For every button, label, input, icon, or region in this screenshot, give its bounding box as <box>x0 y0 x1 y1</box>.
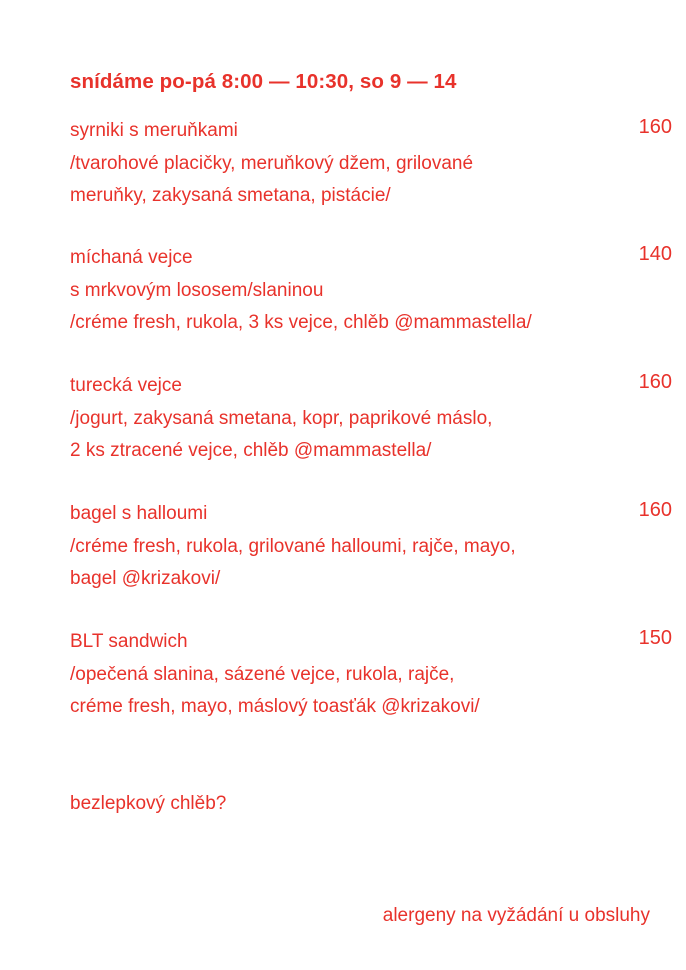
menu-item-name: bagel s halloumi <box>70 503 208 524</box>
menu-item <box>70 498 672 596</box>
allergens-note: alergeny na vyžádání u obsluhy <box>382 905 650 926</box>
menu-item-description: 2 ks ztracené vejce, chlěb @mammastella/ <box>70 440 432 461</box>
menu-item-price: 150 <box>638 627 672 649</box>
menu-item-name: BLT sandwich <box>70 631 188 652</box>
menu-item-price: 160 <box>638 371 672 393</box>
menu-item <box>70 370 672 468</box>
menu-item-name: turecká vejce <box>70 375 182 396</box>
menu-item-name: syrniki s meruňkami <box>70 120 238 141</box>
menu-item-description: créme fresh, mayo, máslový toasťák @krizakovi/ <box>70 696 480 717</box>
menu-item-price: 160 <box>638 116 672 138</box>
gluten-free-note: bezlepkový chlěb? <box>70 793 227 814</box>
menu-item-description: /jogurt, zakysaná smetana, kopr, paprikové máslo, <box>70 407 493 429</box>
menu-item-description: /créme fresh, rukola, 3 ks vejce, chlěb @mammastella/ <box>70 312 532 333</box>
menu-item <box>70 115 672 213</box>
menu-item-description: s mrkvovým lososem/slaninou <box>70 279 324 301</box>
menu-item-description: bagel @krizakovi/ <box>70 568 221 589</box>
menu-item-name: míchaná vejce <box>70 247 193 268</box>
menu-item-description: /opečená slanina, sázené vejce, rukola, rajče, <box>70 663 455 685</box>
menu-item <box>70 242 672 340</box>
menu-heading: snídáme po-pá 8:00 — 10:30, so 9 — 14 <box>70 70 457 93</box>
menu-item-description: /créme fresh, rukola, grilované halloumi, rajče, mayo, <box>70 535 516 557</box>
menu-item-description: /tvarohové placičky, meruňkový džem, grilované <box>70 152 474 174</box>
menu-item-price: 160 <box>638 499 672 521</box>
menu-item <box>70 626 672 724</box>
menu-item-description: meruňky, zakysaná smetana, pistácie/ <box>70 185 391 206</box>
menu-item-price: 140 <box>638 243 672 265</box>
